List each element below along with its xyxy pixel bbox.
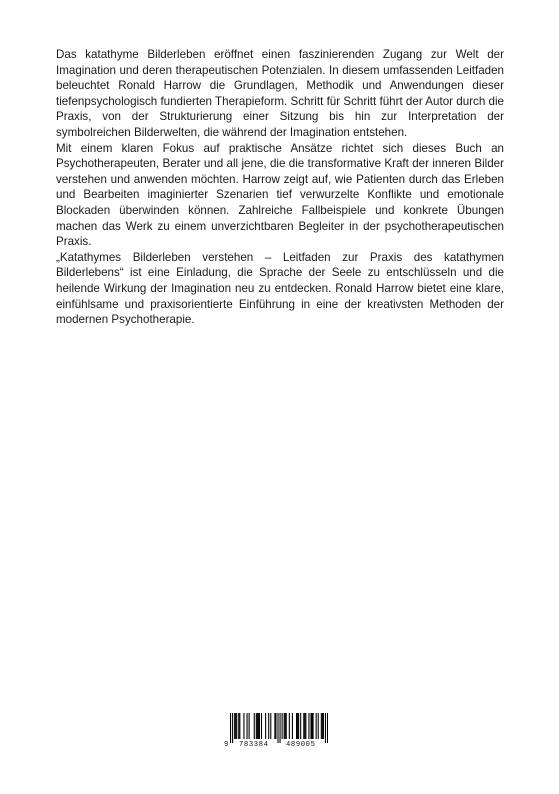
barcode-bar	[236, 713, 237, 739]
barcode-guard-bar	[327, 713, 328, 743]
barcode-bars	[230, 713, 328, 743]
barcode-bar	[300, 713, 301, 739]
barcode-bar	[305, 713, 306, 739]
barcode-bar	[257, 713, 258, 739]
barcode-bar	[296, 713, 297, 739]
barcode-bar	[311, 713, 312, 739]
barcode-bar	[321, 713, 322, 739]
blurb-paragraph-1: Das katathyme Bilderleben eröffnet einen faszinierenden Zugang zur Welt der Imagination und deren therapeutischen Potenzialen. In diesem umfassenden Leitfaden beleuchtet Ronald Harrow die Grundlagen, Methodik und Anwendungen dieser tiefenpsychologisch fundierten Therapieform. Schritt für Schritt führt der Autor durch die Praxis, von der Strukturierung einer Sitzung bis hin zur Interpretation der symbolreichen Bilderwelten, die während der Imagination entstehen.	[56, 48, 504, 139]
barcode-bar	[258, 713, 259, 739]
barcode-bar	[322, 713, 323, 739]
barcode-bar	[316, 713, 317, 739]
barcode-bar	[247, 713, 248, 739]
barcode-bar	[254, 713, 255, 739]
barcode-bar	[304, 713, 305, 739]
blurb-paragraph-2: Mit einem klaren Fokus auf praktische Ansätze richtet sich dieses Buch an Psychotherapeuten, Berater und all jene, die die transformative Kraft der inneren Bilder verstehen und anwenden möchten. Harrow zeigt auf, wie Patienten durch das Erleben und Bearbeiten imaginierter Szenarien tief verwurzelte Konflikte und emotionale Blockaden überwinden können. Zahlreiche Fallbeispiele und konkrete Übungen machen das Werk zu einem unverzichtbaren Begleiter in der psychotherapeutischen Praxis.	[56, 141, 504, 249]
barcode-bar	[261, 713, 262, 739]
blurb-text	[56, 47, 504, 328]
barcode-bar	[256, 713, 257, 739]
barcode-guard-bar	[280, 713, 281, 743]
barcode-bar	[289, 713, 290, 739]
barcode-bar	[268, 713, 269, 739]
barcode-guard-bar	[277, 713, 278, 743]
barcode-bar	[238, 713, 239, 739]
barcode-bar	[235, 713, 236, 739]
barcode-bar	[297, 713, 298, 739]
barcode-bar	[323, 713, 324, 739]
barcode-bar	[270, 713, 271, 739]
barcode-first-digit: 9	[224, 741, 229, 749]
barcode-bar	[274, 713, 275, 739]
barcode-left-group: 783384	[239, 741, 269, 749]
barcode-bar	[239, 713, 240, 739]
blurb-paragraph-3: „Katathymes Bilderleben verstehen – Leitfaden zur Praxis des katathymen Bilderlebens“ ist eine Einladung, die Sprache der Seele zu entschlüsseln und die heilende Wirkung der Imagination neu zu entdecken. Ronald Harrow bietet eine klare, einfühlsame und praxisorientierte Einführung in eine der kreativsten Methoden der modernen Psychotherapie.	[56, 250, 504, 327]
barcode-bar	[243, 713, 244, 739]
barcode-bar	[282, 713, 283, 739]
barcode-bar	[313, 713, 314, 739]
barcode-guard-bar	[230, 713, 231, 743]
barcode-bar	[298, 713, 299, 739]
barcode-bar	[249, 713, 250, 739]
barcode-bar	[308, 713, 309, 739]
barcode-bar	[275, 713, 276, 739]
barcode-guard-bar	[232, 713, 233, 743]
barcode-bar	[286, 713, 287, 739]
barcode-digits	[224, 741, 334, 753]
barcode-bar	[285, 713, 286, 739]
barcode-guard-bar	[325, 713, 326, 743]
isbn-barcode	[224, 713, 334, 755]
barcode-bar	[303, 713, 304, 739]
barcode-bar	[234, 713, 235, 739]
barcode-bar	[284, 713, 285, 739]
barcode-bar	[292, 713, 293, 739]
barcode-right-group: 489005	[286, 741, 316, 749]
barcode-bar	[318, 713, 319, 739]
barcode-bar	[310, 713, 311, 739]
barcode-bar	[265, 713, 266, 739]
barcode-bar	[259, 713, 260, 739]
